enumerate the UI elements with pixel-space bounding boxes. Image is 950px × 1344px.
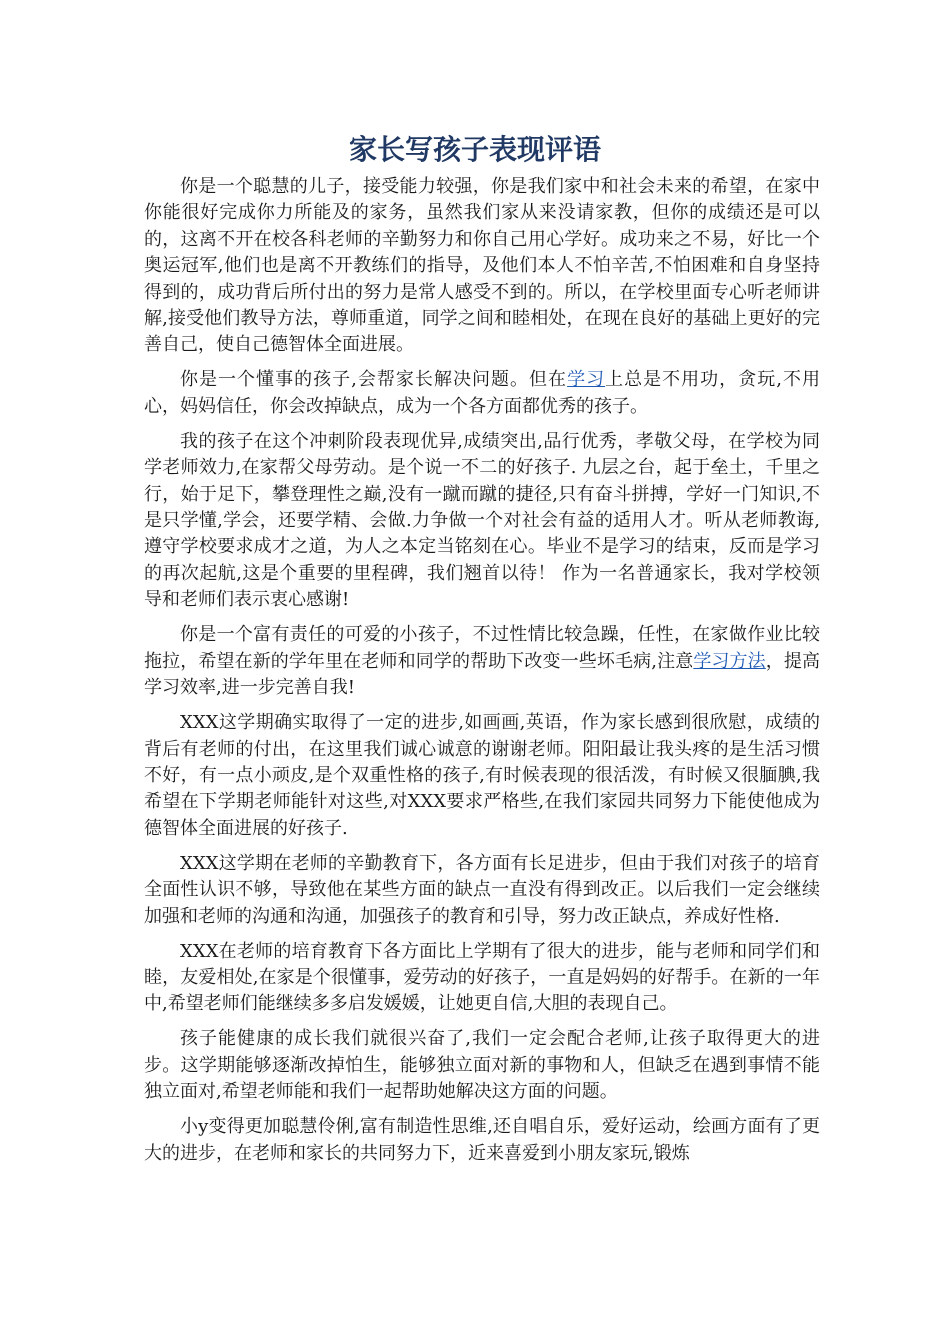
paragraph (144, 367, 820, 420)
paragraph-text: ，提高学习效率,进一步完善自我! (144, 650, 821, 699)
paragraph (144, 429, 820, 614)
paragraph (144, 710, 820, 842)
paragraph (144, 939, 820, 1018)
paragraph-text: XXX这学期在老师的辛勤教育下，各方面有长足进步，但由于我们对孩子的培育全面性认识不够，导致他在某些方面的缺点一直没有得到改正。以后我们一定会继续加强和老师的沟通和沟通，加强孩子的教育和引导，努力改正缺点，养成好性格. (144, 852, 820, 927)
paragraph-text: XXX在老师的培育教育下各方面比上学期有了很大的进步，能与老师和同学们和睦，友爱相处,在家是个很懂事，爱劳动的好孩子，一直是妈妈的好帮手。在新的一年中,希望老师们能继续多多启发媛媛，让她更自信,大胆的表现自己。 (144, 940, 820, 1015)
paragraph-text: 你是一个富有责任的可爱的小孩子，不过性情比较急躁，任性，在家做作业比较拖拉，希望在新的学年里在老师和同学的帮助下改变一些坏毛病,注意 (144, 624, 820, 672)
paragraph-text: 小y变得更加聪慧伶俐,富有制造性思维,还自唱自乐，爱好运动，绘画方面有了更大的进步，在老师和家长的共同努力下，近来喜爱到小朋友家玩,锻炼 (144, 1116, 820, 1164)
paragraph (144, 174, 820, 359)
paragraph (144, 851, 820, 930)
inline-link[interactable]: 学习 (567, 369, 606, 391)
paragraph-text: 我的孩子在这个冲刺阶段表现优异,成绩突出,品行优秀，孝敬父母，在学校为同学老师效力,在家帮父母劳动。是个说一不二的好孩子. 九层之台，起于垒土，千里之行，始于足下，攀登理性之巅,没有一蹴而蹴的捷径,只有奋斗拼搏，学好一门知识,不是只学懂,学会，还要学精、会做.力争做一个对社会有益的适用人才。听从老师教诲,遵守学校要求成才之道，为人之本定当铭刻在心。毕业不是学习的结束，反而是学习的再次起航,这是个重要的里程碑，我们翘首以待！ 作为一名普通家长，我对学校领导和老师们表示衷心感谢! (144, 430, 820, 611)
paragraph-text: 孩子能健康的成长我们就很兴奋了,我们一定会配合老师,让孩子取得更大的进步。这学期能够逐渐改掉怕生，能够独立面对新的事物和人，但缺乏在遇到事情不能独立面对,希望老师能和我们一起帮助她解决这方面的问题。 (144, 1028, 820, 1103)
paragraph-text: XXX这学期确实取得了一定的进步,如画画,英语，作为家长感到很欣慰，成绩的背后有老师的付出，在这里我们诚心诚意的谢谢老师。阳阳最让我头疼的是生活习惯不好，有一点小顽皮,是个双重性格的孩子,有时候表现的很活泼，有时候又很腼腆,我希望在下学期老师能针对这些,对XXX要求严格些,在我们家园共同努力下能使他成为德智体全面进展的好孩子. (144, 712, 820, 839)
document-body (144, 174, 820, 1176)
paragraph (144, 622, 820, 701)
inline-link[interactable]: 学习方法 (693, 650, 766, 672)
document-title: 家长写孩子表现评语 (348, 133, 601, 166)
paragraph (144, 1114, 820, 1167)
paragraph-text: 你是一个聪慧的儿子，接受能力较强，你是我们家中和社会未来的希望，在家中你能很好完成你力所能及的家务，虽然我们家从来没请家教，但你的成绩还是可以的，这离不开在校各科老师的辛勤努力和你自己用心学好。成功来之不易，好比一个奥运冠军,他们也是离不开教练们的指导，及他们本人不怕辛苦,不怕困难和自身坚持得到的，成功背后所付出的努力是常人感受不到的。所以，在学校里面专心听老师讲解,接受他们教导方法，尊师重道，同学之间和睦相处，在现在良好的基础上更好的完善自己，使自己德智体全面进展。 (144, 176, 820, 356)
paragraph (144, 1026, 820, 1105)
paragraph-text: 上总是不用功，贪玩,不用心，妈妈信任，你会改掉缺点，成为一个各方面都优秀的孩子。 (144, 369, 820, 417)
paragraph-text: 你是一个懂事的孩子,会帮家长解决问题。但在 (180, 369, 568, 391)
